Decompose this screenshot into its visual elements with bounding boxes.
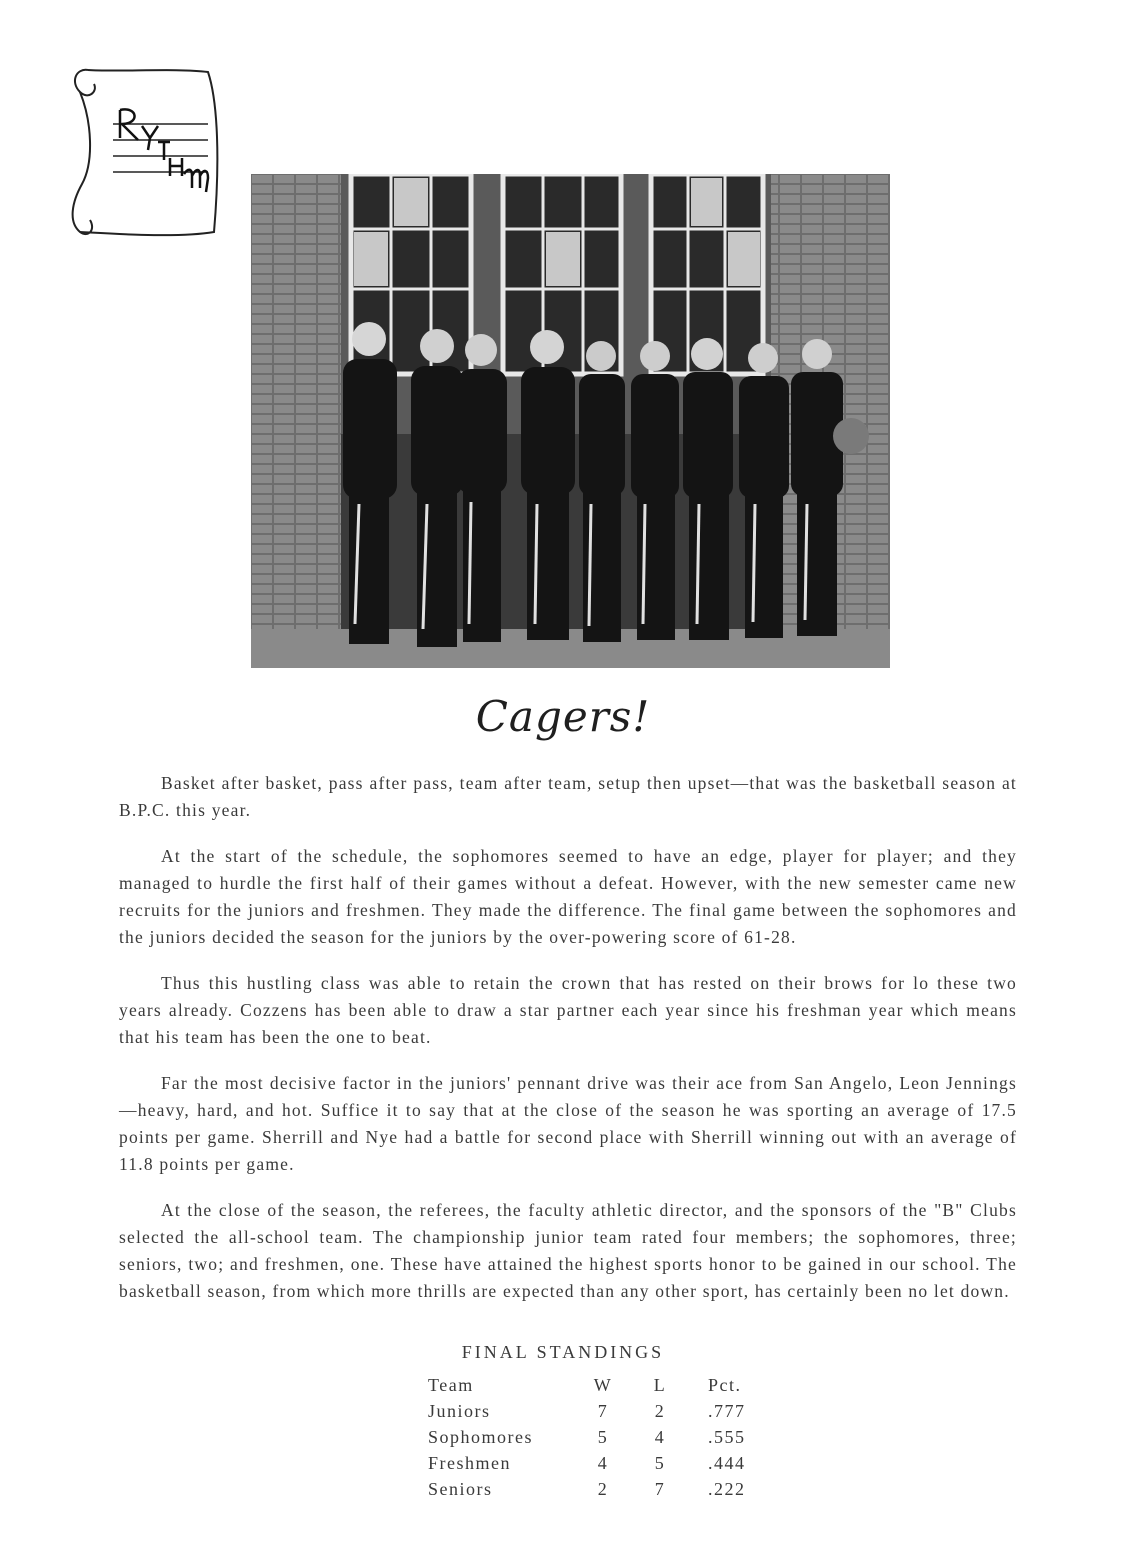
percentage: .222 — [708, 1478, 746, 1499]
standings-table — [420, 1372, 768, 1502]
table-row — [420, 1450, 768, 1476]
table-header-row — [420, 1372, 768, 1398]
rhythm-scroll-logo — [58, 62, 226, 242]
page-title: Cagers! — [475, 692, 651, 741]
table-row — [420, 1398, 768, 1424]
team-name: Freshmen — [428, 1452, 511, 1473]
table-row — [420, 1424, 768, 1450]
wins: 2 — [597, 1478, 609, 1499]
header-team: Team — [428, 1374, 474, 1395]
header-pct: Pct. — [708, 1374, 742, 1395]
paragraph: Far the most decisive factor in the juniors' pennant drive was their ace from San Angelo, Leon Jennings—heavy, hard, and hot. Suffice it to say that at the close of the season he was sporting an average of 17.5 points per game. Sherrill and Nye had a battle for second place with Sherrill winning out with an average of 11.8 points per game. — [119, 1073, 1017, 1174]
losses: 5 — [654, 1452, 666, 1473]
wins: 4 — [597, 1452, 609, 1473]
header-l: L — [653, 1374, 667, 1395]
losses: 4 — [654, 1426, 666, 1447]
wins: 7 — [597, 1400, 609, 1421]
team-name: Juniors — [428, 1400, 491, 1421]
losses: 7 — [654, 1478, 666, 1499]
article-body — [119, 770, 1017, 1324]
wins: 5 — [597, 1426, 609, 1447]
table-row — [420, 1476, 768, 1502]
team-photograph — [251, 174, 890, 668]
paragraph: At the close of the season, the referees, the faculty athletic director, and the sponsors of the "B" Clubs selected the all-school team. The championship junior team rated four members; the sophomores, three; seniors, two; and freshmen, one. These have attained the highest sports honor to be gained in our school. The basketball season, from which more thrills are expected than any other sport, has certainly been no let down. — [119, 1200, 1017, 1301]
percentage: .444 — [708, 1452, 746, 1473]
standings-title: FINAL STANDINGS — [461, 1342, 665, 1362]
paragraph: Thus this hustling class was able to retain the crown that has rested on their brows for lo these two years already. Cozzens has been able to draw a star partner each year since his freshman year which means that his team has been the one to beat. — [119, 973, 1017, 1047]
percentage: .777 — [708, 1400, 746, 1421]
header-w: W — [593, 1374, 613, 1395]
percentage: .555 — [708, 1426, 746, 1447]
losses: 2 — [654, 1400, 666, 1421]
paragraph: Basket after basket, pass after pass, team after team, setup then upset—that was the basketball season at B.P.C. this year. — [119, 773, 1017, 820]
team-name: Sophomores — [428, 1426, 533, 1447]
team-name: Seniors — [428, 1478, 493, 1499]
paragraph: At the start of the schedule, the sophomores seemed to have an edge, player for player; and they managed to hurdle the first half of their games without a defeat. However, with the new semester came new recruits for the juniors and freshmen. They made the difference. The final game between the sophomores and the juniors decided the season for the juniors by the over-powering score of 61-28. — [119, 846, 1017, 947]
